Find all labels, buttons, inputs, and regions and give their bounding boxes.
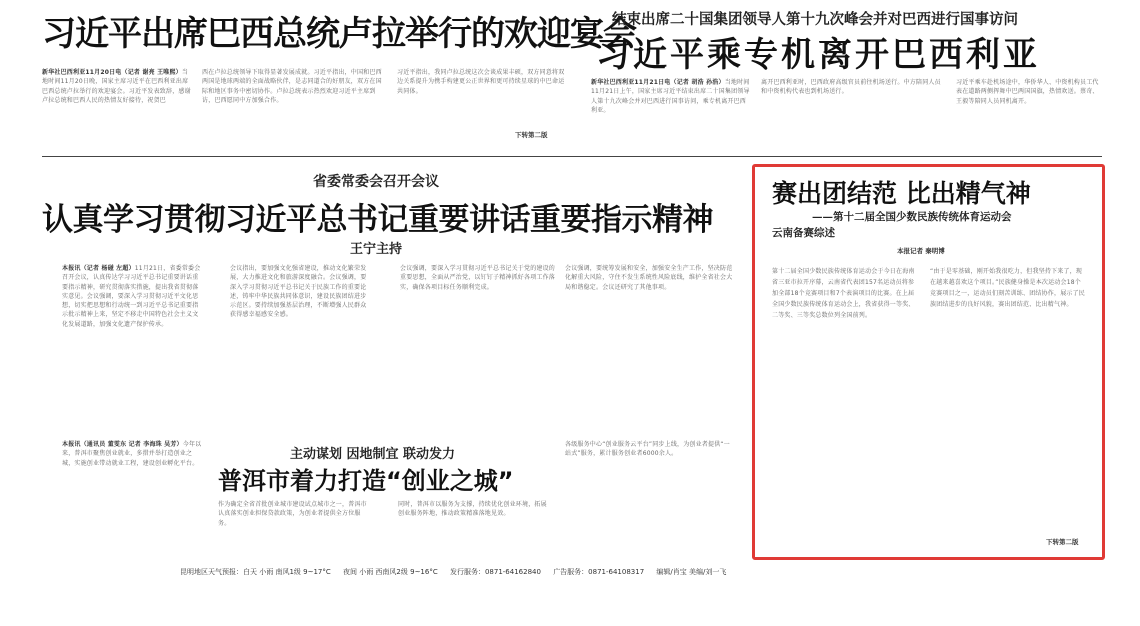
center-col2: [230, 264, 370, 439]
center-col1: [62, 264, 202, 439]
middle-text-3: 各级服务中心“创业服务云平台”同步上线，为创业者提供“一站式”服务，累计服务创业者6000余人。: [565, 441, 730, 458]
top-right-headline: 习近平乘专机离开巴西利亚: [596, 35, 1040, 75]
top-left-col2: [202, 68, 387, 140]
sidebar-text-1: 第十二届全国少数民族传统体育运动会于今日在海南省三亚市拉开序幕，云南省代表团157名运动员将参加全部18个竞赛项目和7个表演项目的比赛。在上届全国少数民族传统体育运动会上，我省获得一等奖、二等奖、三等奖总数位列全国前列。: [772, 268, 915, 319]
top-left-col1: [42, 68, 192, 140]
top-left-text-3: 习近平指出，我同卢拉总统这次会谈成果丰硕，双方同意将双边关系提升为携手构建更公正世界和更可持续星球的中巴命运共同体。: [397, 69, 565, 95]
lower-left-col: [62, 440, 202, 552]
sidebar-subhead-2: 云南备赛综述: [772, 227, 835, 239]
top-left-text-1: 当地时间11月20日晚，国家主席习近平在巴西利亚出席巴西总统卢拉举行的欢迎宴会。习近平发表致辞，感谢卢拉总统和巴西人民的热情友好接待，祝贺巴: [42, 69, 191, 104]
middle-kicker: 主动谋划 因地制宜 联动发力: [290, 447, 456, 462]
footer-night: 夜间 小雨 西南风2级 9~16°C: [342, 568, 438, 576]
lower-left-text: 今年以来，普洱市聚焦创业就业，多措并举打造创业之城，实施创业带动就业工程，建设创业孵化平台。: [62, 441, 202, 467]
lower-left-dateline: 本报讯（通讯员 董雯东 记者 李海珠 吴芳）: [62, 441, 183, 448]
top-left-col3: [397, 68, 567, 134]
center-kicker: 省委常委会召开会议: [313, 174, 439, 190]
center-text-2: 会议指出，要加强文化强省建设，推动文化繁荣发展，大力推进文化和旅游深度融合。会议强调，要深入学习贯彻习近平总书记关于民族工作的重要论述，铸牢中华民族共同体意识，建设民族团结进步示范区。要持续加强基层治理，不断增强人民群众获得感幸福感安全感。: [230, 265, 367, 319]
center-subhead: 王宁主持: [350, 242, 403, 257]
top-right-dateline: 新华社巴西利亚11月21日电（记者 胡浩 孙浩）: [591, 79, 725, 86]
center-text-4: 会议强调，要统筹发展和安全，加强安全生产工作，坚决防范化解重大风险，守住不发生系统性风险底线，维护全省社会大局和谐稳定。会议还研究了其他事项。: [565, 265, 733, 291]
middle-text-1: 作为确定全省首批创业城市建设试点城市之一，普洱市认真落实创业担保贷款政策，为创业者提供全方位服务。: [218, 501, 367, 527]
center-text-1: 11月21日，省委常委会召开会议，认真传达学习习近平总书记重要讲话重要指示精神，研究贯彻落实措施，提出我省贯彻落实意见。会议强调，要深入学习贯彻习近平文化思想，切实把思想和行动统一到习近平总书记重要指示批示精神上来，坚定不移走中国特色社会主义文化发展道路，加强文化遗产保护传承。: [62, 265, 201, 328]
page-footer: [180, 567, 736, 577]
top-right-text-2: 离开巴西利亚时，巴西政府高级官员前往机场送行。中方陪同人员和中资机构代表也到机场送行。: [761, 79, 941, 96]
sidebar-col2: [930, 266, 1085, 531]
footer-weather: 昆明地区天气预报：白天 小雨 南风1级 9~17°C: [180, 568, 331, 576]
top-left-headline: 习近平出席巴西总统卢拉举行的欢迎宴会: [42, 14, 636, 54]
center-text-3: 会议强调，要深入学习贯彻习近平总书记关于党的建设的重要思想，全面从严治党，以钉钉子精神抓好各项工作落实，确保各项目标任务顺利完成。: [400, 265, 556, 291]
top-left-turn: 下转第二版: [515, 131, 548, 139]
middle-text-2: 同时，普洱市以服务为支撑，持续优化创业环境，拓展创业服务阵地，推动政策精准落地见效。: [398, 501, 547, 518]
footer-editors: 编辑/肖宝 美编/刘一飞: [656, 568, 727, 576]
sidebar-headline: 赛出团结范 比出精气神: [772, 179, 1031, 208]
sidebar-text-2: “由于是零基础，刚开始我很吃力，但我坚持下来了，现在越来越喜欢这个项目。”民族健身操是本次运动会18个竞赛项目之一，运动员们刻苦训练、团结协作，展示了民族团结进步的良好风貌，赛出团结范、比出精气神。: [930, 268, 1085, 308]
footer-advertising: 广告服务：0871-64108317: [553, 568, 645, 576]
top-right-text-1: 当地时间11月21日上午，国家主席习近平结束出席二十国集团领导人第十九次峰会并对巴西进行国事访问，乘专机离开巴西利亚。: [591, 79, 750, 114]
top-right-col2: [761, 78, 946, 144]
section-divider: [42, 156, 1102, 157]
sidebar-byline: 本报记者 秦明博: [897, 247, 945, 255]
top-right-col1: [591, 78, 751, 144]
sidebar-col1: [772, 266, 917, 541]
center-col3: [400, 264, 560, 424]
top-right-text-3: 习近平乘车赴机场途中，华侨华人、中资机构员工代表在道路两侧挥舞中巴两国国旗，热情欢送。蔡奇、王毅等陪同人员同机离开。: [956, 79, 1099, 105]
top-right-kicker: 结束出席二十国集团领导人第十九次峰会并对巴西进行国事访问: [612, 11, 1018, 28]
center-col4: [565, 264, 735, 424]
top-right-col3: [956, 78, 1101, 144]
sidebar-turn: 下转第二版: [1046, 538, 1079, 546]
top-left-text-2: 西在卢拉总统领导下取得显著发展成就。习近平指出，中国和巴西两国是地球两端的全面战略伙伴，是志同道合的好朋友，双方在国际和地区事务中密切协作。卢拉总统表示热烈欢迎习近平主席到访，巴西愿同中方加强合作。: [202, 69, 382, 104]
sidebar-subhead-1: ——第十二届全国少数民族传统体育运动会: [812, 211, 1012, 223]
middle-col3: [565, 440, 735, 552]
footer-distribution: 发行服务：0871-64162840: [449, 568, 541, 576]
middle-col2: [398, 500, 548, 552]
middle-col1: [218, 500, 368, 552]
center-dateline: 本报讯（记者 杨碰 左超）: [62, 265, 135, 272]
top-left-dateline: 新华社巴西利亚11月20日电（记者 谢亮 王唯熙）: [42, 69, 182, 76]
center-headline: 认真学习贯彻习近平总书记重要讲话重要指示精神: [42, 202, 713, 238]
middle-headline: 普洱市着力打造“创业之城”: [218, 467, 514, 495]
